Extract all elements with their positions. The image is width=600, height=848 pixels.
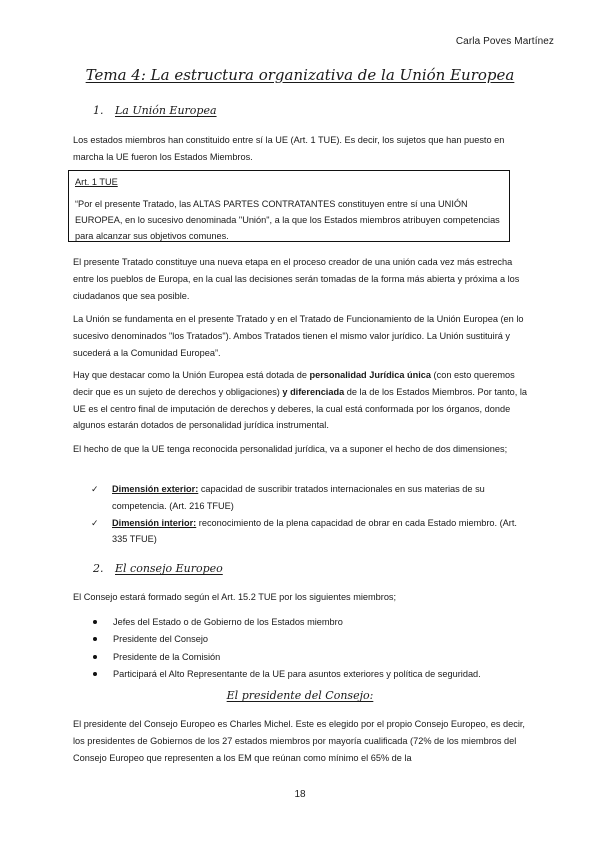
quote-box-title: Art. 1 TUE <box>75 177 118 187</box>
dimension-text: capacidad de suscribir tratados internacionales en sus materias de su competencia. (Art. 216 TFUE) <box>112 484 485 511</box>
text-segment: Hay que destacar como la Unión Europea está dotada de <box>73 370 310 380</box>
council-members-list <box>93 614 533 684</box>
dimension-term: Dimensión interior: <box>112 517 197 528</box>
text-segment: (con esto queremos decir que es un sujeto de derechos y obligaciones) <box>73 370 515 397</box>
list-item <box>93 614 533 631</box>
member-text: Participará el Alto Representante de la UE para asuntos exteriores y política de seguridad. <box>113 669 481 680</box>
text-segment: de la de los Estados Miembros. Por tanto, la UE es el centro final de imputación de derechos y deberes, la cual está conformada por los órganos, donde algunos estarán dotados de personalidad jurídica instrumental. <box>73 386 528 431</box>
subsection-heading: El presidente del Consejo: <box>226 689 374 702</box>
bullet-icon <box>93 620 97 624</box>
list-item <box>90 481 530 515</box>
dimension-term: Dimensión exterior: <box>112 484 199 494</box>
list-item <box>93 666 533 683</box>
page-title: Tema 4: La estructura organizativa de la Unión Europea <box>85 66 515 84</box>
section-title: El consejo Europeo <box>115 562 223 575</box>
section-title: La Unión Europea <box>115 104 217 117</box>
paragraph-treaty-foundation: La Unión se fundamenta en el presente Tratado y en el Tratado de Funcionamiento de la Unión Europea (en lo sucesivo denominados "los Tratados"). Ambos Tratados tienen el mismo valor jurídico. La Unión sustituirá y sucederá a la Comunidad Europea”. <box>73 314 524 358</box>
bullet-icon <box>93 655 97 659</box>
section-heading-1 <box>93 104 217 117</box>
paragraph-legal-personality <box>73 367 529 434</box>
list-item <box>93 649 533 666</box>
bullet-icon <box>93 637 97 641</box>
paragraph-intro: Los estados miembros han constituido entre sí la UE (Art. 1 TUE). Es decir, los sujetos que han puesto en marcha la UE fueron los Estados Miembros. <box>73 135 505 162</box>
paragraph-dimensions-intro: El hecho de que la UE tenga reconocida personalidad jurídica, va a suponer el hecho de dos dimensiones; <box>73 444 508 454</box>
paragraph-council-president: El presidente del Consejo Europeo es Charles Michel. Este es elegido por el propio Consejo Europeo, es decir, los presidentes de Gobiernos de los 27 estados miembros por mayoría cualificada (72% de los miembros del Consejo Europeo que representen a los EM que reúnan como mínimo el 65% de la <box>73 719 525 763</box>
list-item <box>93 631 533 648</box>
section-number: 2. <box>93 562 104 575</box>
checkmark-icon: ✓ <box>91 484 99 494</box>
list-item <box>90 515 530 549</box>
bold-term: y diferenciada <box>282 386 345 397</box>
bullet-icon <box>93 672 97 676</box>
dimensions-list <box>90 481 530 548</box>
paragraph-council-intro: El Consejo estará formado según el Art. 15.2 TUE por los siguientes miembros; <box>73 592 397 602</box>
bold-term: personalidad Jurídica única <box>309 370 431 380</box>
member-text: Presidente del Consejo <box>113 634 208 645</box>
page-number: 18 <box>294 789 306 800</box>
dimension-text: reconocimiento de la plena capacidad de obrar en cada Estado miembro. (Art. 335 TFUE) <box>112 517 517 545</box>
header-author: Carla Poves Martínez <box>455 36 554 47</box>
section-number: 1. <box>93 104 104 117</box>
quote-box-text: “Por el presente Tratado, las ALTAS PARTES CONTRATANTES constituyen entre sí una UNIÓN EUROPEA, en lo sucesivo denominada "Unión", a la que los Estados miembros atribuyen competencias para alcanzar sus objetivos comunes. <box>75 199 500 241</box>
member-text: Jefes del Estado o de Gobierno de los Estados miembro <box>113 617 343 627</box>
article-quote-box <box>68 170 510 242</box>
paragraph-treaty-stage: El presente Tratado constituye una nueva etapa en el proceso creador de una unión cada vez más estrecha entre los pueblos de Europa, en la cual las decisiones serán tomadas de la forma más abierta y próxima a los ciudadanos que sea posible. <box>73 257 520 301</box>
member-text: Presidente de la Comisión <box>113 651 221 662</box>
checkmark-icon: ✓ <box>91 517 99 528</box>
section-heading-2 <box>93 562 223 575</box>
